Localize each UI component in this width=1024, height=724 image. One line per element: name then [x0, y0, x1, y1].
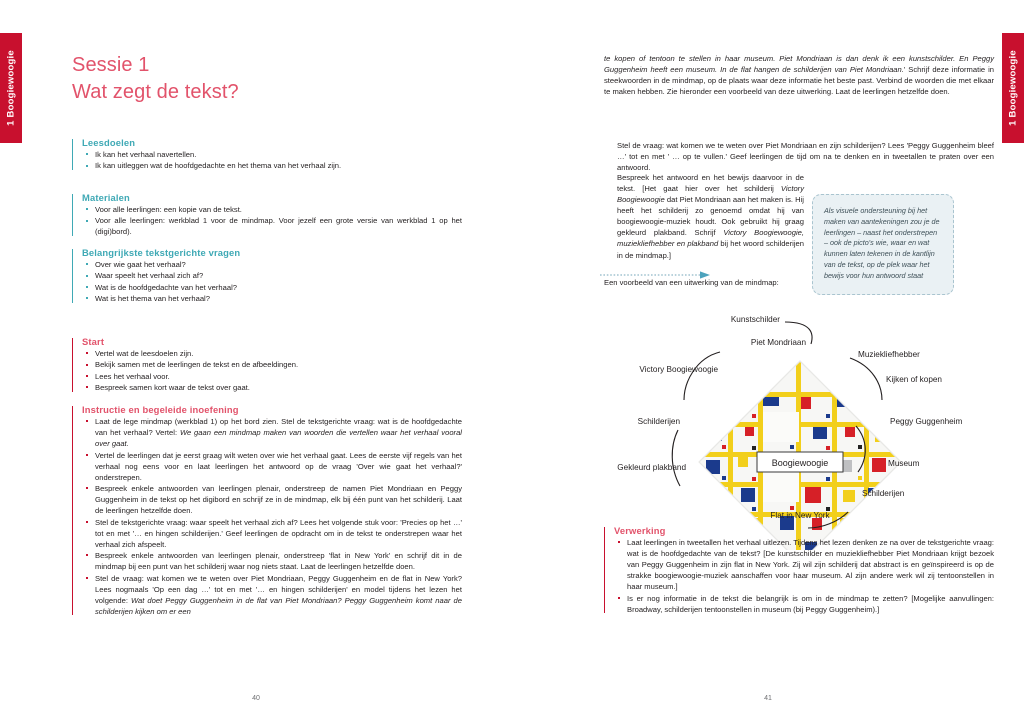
list-item: Voor alle leerlingen: werkblad 1 voor de mindmap. Voor jezelf een grote versie van werkblad 1 op het (digi)bord).	[82, 215, 462, 237]
section-accent-rule	[72, 406, 73, 615]
section-accent-rule	[72, 139, 73, 170]
mindmap-center-node	[757, 452, 843, 472]
list-item: Bespreek het antwoord en het bewijs daarvoor in de tekst. [Het gaat hier over het schilderij Victory Boogiewoogie dat Piet Mondriaan aan het maken is. Hij heeft het schilderij zo genoemd omdat hij van boogiewoogie-muziek houdt. Ook gebruikt hij graag gekleurd plakband. Schrijf Victory Boogiewoogie, muziekliefhebber en plakband bij het woord schilderijen in de mindmap.]	[617, 173, 804, 260]
list-item: Ik kan het verhaal navertellen.	[82, 149, 462, 160]
top-bullet-2-wrap	[604, 172, 804, 261]
mindmap-label-4: Kijken of kopen	[886, 375, 942, 384]
side-tab-left-label: 1 Boogiewoogie	[5, 50, 17, 126]
mindmap-label-8: Museum	[888, 459, 920, 468]
section-materialen	[72, 192, 462, 238]
list-item: Bespreek enkele antwoorden van leerlingen plenair, onderstreep de namen Piet Mondriaan en Peggy Guggenheim in de tekst op het digibord en schrijf ze in de mindmap, elk bij één punt van het schilderij. Laat de leerlingen hetzelfde doen.	[82, 483, 462, 516]
mindmap-label-0: Kunstschilder	[730, 315, 780, 324]
list-item: Stel de tekstgerichte vraag: waar speelt het verhaal zich af? Lees het volgende stuk voor: 'Precies op het …' tot en met '… en hingen schilderijen.' Geef leerlingen de opdracht om in de tekst te onderstrepen waar het verhaal zich afspeelt.	[82, 517, 462, 550]
section-heading: Start	[82, 336, 105, 347]
section-start	[72, 336, 462, 394]
mindmap-label-5: Schilderijen	[637, 417, 680, 426]
start-list	[82, 348, 462, 393]
verwerking-list	[614, 537, 994, 615]
section-accent-rule	[72, 194, 73, 236]
mindmap-center-label: Boogiewoogie	[771, 458, 829, 468]
page-title	[72, 52, 239, 105]
mindmap-label-10: Flat in New York	[770, 511, 830, 520]
instructie-list	[82, 416, 462, 617]
section-accent-rule	[72, 249, 73, 303]
section-heading: Verwerking	[614, 525, 666, 536]
side-tab-left	[0, 33, 22, 143]
mindmap-label-2: Muziekliefhebber	[858, 350, 920, 359]
list-item: Laat leerlingen in tweetallen het verhaal uitlezen. Tijdens het lezen denken ze na over de tekstgerichte vraag: wat is de hoofdgedachte van de tekst? [De kunstschilder en muziekliefhebber Piet Mondriaan krijgt bezoek van Peggy Guggenheim in zijn flat in New York. Zij wil zijn schilderij dat abstract is en geïnspireerd is op de strakke boogiewoogie-muziek aanschaffen voor haar museum. Al zijn andere werk wil zij tentoonstellen in haar museum.]	[614, 537, 994, 592]
section-heading: Belangrijkste tekstgerichte vragen	[82, 247, 241, 258]
side-tab-right	[1002, 33, 1024, 143]
list-item: Laat de lege mindmap (werkblad 1) op het bord zien. Stel de tekstgerichte vraag: wat is de hoofdgedachte van het verhaal? Vertel: We gaan een mindmap maken van woorden die vertellen waar het verhaal vooral over gaat.	[82, 416, 462, 449]
section-verwerking	[604, 525, 994, 615]
side-tab-right-label: 1 Boogiewoogie	[1007, 50, 1019, 126]
vragen-list	[82, 259, 462, 304]
list-item: Waar speelt het verhaal zich af?	[82, 270, 462, 281]
section-accent-rule	[72, 338, 73, 392]
list-item: Vertel de leerlingen dat je eerst graag wilt weten over wie het verhaal gaat. Lees de eerste vijf regels van het verhaal nog eens voor en laat leerlingen het antwoord op de vraag 'Over wie gaat het verhaal?' onderstrepen.	[82, 450, 462, 483]
section-leesdoelen	[72, 137, 462, 172]
top-bullets-list-2	[604, 172, 804, 261]
list-item: Ik kan uitleggen wat de hoofdgedachte en het thema van het verhaal zijn.	[82, 160, 462, 171]
mindmap-intro: Een voorbeeld van een uitwerking van de mindmap:	[604, 278, 779, 287]
list-item: Wat is de hoofdgedachte van het verhaal?	[82, 282, 462, 293]
connector-arrow	[600, 266, 712, 274]
list-item: Voor alle leerlingen: een kopie van de tekst.	[82, 204, 462, 215]
mindmap-label-9: Schilderijen	[862, 489, 905, 498]
list-item: Vertel wat de leesdoelen zijn.	[82, 348, 462, 359]
page-number-right: 41	[764, 695, 772, 702]
top-paragraph: te kopen of tentoon te stellen in haar museum. Piet Mondriaan is dan denk ik een kunstschilder. En Peggy Guggenheim heeft een museum. In de flat hangen de schilderijen van Piet Mondriaan.' Schrijf deze informatie in steekwoorden in de mindmap, op de plaats waar deze informatie het beste past. Verbind de woorden die met elkaar te maken hebben. Zie hieronder een voorbeeld van deze uitwerking. Laat de leerlingen hetzelfde doen.	[604, 54, 994, 97]
list-item: Bespreek samen kort waar de tekst over gaat.	[82, 382, 462, 393]
mindmap-label-7: Gekleurd plakband	[617, 463, 686, 472]
top-bullets-list	[604, 140, 994, 173]
section-heading: Materialen	[82, 192, 130, 203]
list-item: Lees het verhaal voor.	[82, 371, 462, 382]
materialen-list	[82, 204, 462, 238]
page-number-left: 40	[252, 695, 260, 702]
callout-box	[812, 194, 954, 295]
top-bullets-wrap	[604, 140, 994, 174]
mindmap-intro-wrap	[604, 277, 804, 288]
section-heading: Instructie en begeleide inoefening	[82, 404, 239, 415]
mindmap-label-1: Piet Mondriaan	[750, 338, 806, 347]
list-item: Over wie gaat het verhaal?	[82, 259, 462, 270]
top-paragraph-wrap	[604, 53, 994, 97]
title-question: Wat zegt de tekst?	[72, 80, 239, 103]
title-session: Sessie 1	[72, 54, 150, 76]
mindmap-diagram	[600, 300, 1000, 550]
mindmap-label-6: Peggy Guggenheim	[890, 417, 963, 426]
section-heading: Leesdoelen	[82, 137, 136, 148]
section-instructie	[72, 404, 462, 617]
section-tekstgerichte-vragen	[72, 247, 462, 305]
list-item: Bekijk samen met de leerlingen de tekst en de afbeeldingen.	[82, 359, 462, 370]
list-item: Stel de vraag: wat komen we te weten over Piet Mondriaan, Peggy Guggenheim en de flat in New York? Lees nogmaals 'Op een dag …' tot en met '… en hingen schilderijen' en model tijdens het lezen het volgende: Wat doet Peggy Guggenheim in de flat van Piet Mondriaan? Peggy Guggenheim komt naar de schilderijen kijken om er een	[82, 573, 462, 617]
section-accent-rule	[604, 527, 605, 613]
callout-text: Als visuele ondersteuning bij het maken van aantekeningen zou je de leerlingen – naast het onderstrepen – ook de picto's wie, waar en wat kunnen laten tekenen in de kantlijn van de tekst, op de plek waar het bewijs voor hun antwoord staat	[824, 206, 940, 280]
list-item: Stel de vraag: wat komen we te weten over Piet Mondriaan en zijn schilderijen? Lees 'Peggy Guggenheim bleef …' tot en met ' … op te vullen.' Geef leerlingen de tijd om na te denken en in tweetallen te praten over een antwoord.	[617, 141, 994, 173]
list-item: Is er nog informatie in de tekst die belangrijk is om in de mindmap te zetten? [Mogelijke aanvullingen: Broadway, schilderijen tentoonstellen in museum (bij Peggy Guggenheim).]	[614, 593, 994, 615]
leesdoelen-list	[82, 149, 462, 171]
list-item: Bespreek enkele antwoorden van leerlingen plenair, onderstreep 'flat in New York' en schrijf dit in de mindmap bij een punt van het schilderij waar nog niets staat. Laat de leerlingen hetzelfde doen.	[82, 550, 462, 572]
right-page	[512, 0, 1024, 724]
mindmap-label-3: Victory Boogiewoogie	[639, 365, 718, 374]
list-item: Wat is het thema van het verhaal?	[82, 293, 462, 304]
